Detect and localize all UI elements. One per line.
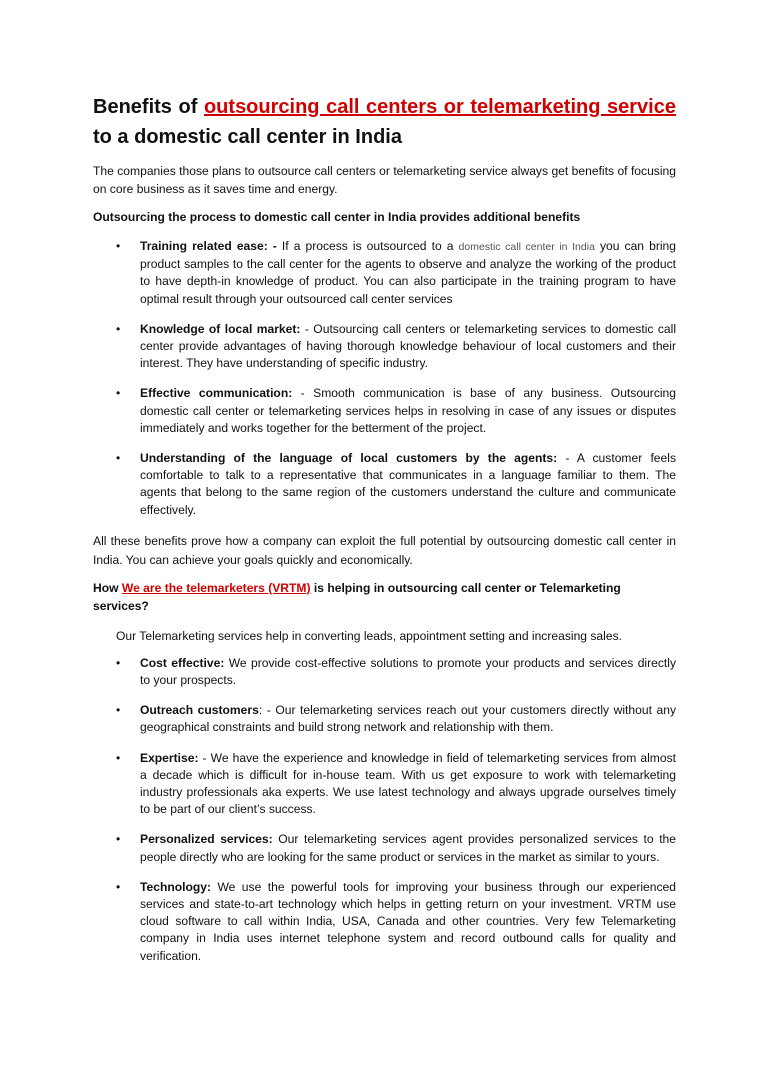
title-part2: to a domestic call center in India [93, 126, 402, 148]
benefit-text: - Outsourcing call centers or telemarketing services to domestic call center provide advantages of having thorough knowledge behaviour of local customers and their interest. They have understanding of specific industry. [140, 321, 677, 371]
service-text: We use the powerful tools for improving your business through our experienced services and state-to-art technology which helps in getting return on your investment. VRTM use cloud software to call within India, USA, Canada and other countries. Very few Telemarketing company in India uses internet telephone system and record outbound calls for quality and verification. [140, 879, 676, 963]
bullet-icon: • [116, 703, 121, 718]
benefit-label: Training related ease: - [140, 239, 277, 253]
bullet-icon: • [116, 239, 121, 253]
list-item [93, 385, 676, 437]
service-label: Cost effective: [140, 655, 225, 670]
list-item [93, 750, 676, 819]
bullet-icon: • [116, 750, 121, 765]
service-label: Personalized services: [140, 832, 273, 847]
benefit-text: - A customer feels comfortable to talk to a representative that communicates in a language familiar to them. The agents that belong to the same region of the customers understand the culture and communicate effectively. [140, 451, 676, 517]
list-item [93, 702, 676, 736]
section2-heading-before: How [93, 580, 122, 595]
summary-paragraph: All these benefits prove how a company can exploit the full potential by outsourcing domestic call center in India. You can achieve your goals quickly and economically. [93, 533, 676, 567]
benefit-label: Effective communication: [140, 386, 293, 401]
section1-heading: Outsourcing the process to domestic call center in India provides additional benefits [93, 210, 581, 224]
service-label: Technology: [140, 879, 211, 894]
section2-intro: Our Telemarketing services help in converting leads, appointment setting and increasing sales. [116, 628, 622, 643]
intro-paragraph: The companies those plans to outsource call centers or telemarketing service always get benefits of focusing on core business as it saves time and energy. [93, 164, 676, 196]
bullet-icon: • [116, 321, 121, 336]
title-link[interactable]: outsourcing call centers or telemarketing service [203, 96, 676, 118]
section2-heading [93, 579, 676, 615]
list-item [93, 450, 676, 519]
bullet-icon: • [116, 451, 121, 466]
service-text: : - Our telemarketing services reach out your customers directly without any geographical constraints and build strong network and relationship with them. [140, 703, 676, 735]
service-text: Our telemarketing services agent provides personalized services to the people directly who are looking for the same product or services in the market as similar to yours. [140, 832, 677, 864]
vrtm-link[interactable]: We are the telemarketers (VRTM) [121, 580, 311, 595]
benefit-text: you can bring product samples to the call center for the agents to observe and analyze the working of the product to have depth-in knowledge of product. You can also participate in the training program to have optimal result through your outsourced call center services [140, 239, 676, 306]
list-item [93, 831, 676, 865]
list-item [93, 321, 676, 373]
service-label: Expertise: [140, 750, 199, 765]
bullet-icon: • [116, 879, 121, 894]
list-item [93, 238, 676, 308]
page-title [93, 92, 676, 152]
section2-heading-after: is helping in outsourcing call center or Telemarketing services? [93, 580, 621, 613]
benefit-label: Understanding of the language of local customers by the agents: [140, 451, 558, 466]
service-text: We provide cost-effective solutions to promote your products and services directly to your prospects. [140, 655, 676, 688]
bullet-icon: • [116, 655, 121, 670]
benefit-text: - Smooth communication is base of any business. Outsourcing domestic call center or telemarketing services helps in resolving in case of any issues or disputes immediately and works together for the betterment of the project. [140, 386, 676, 435]
bullet-icon: • [116, 386, 121, 401]
benefit-text: If a process is outsourced to a [276, 239, 459, 253]
bullet-icon: • [116, 832, 121, 847]
benefit-label: Knowledge of local market: [140, 321, 301, 336]
list-item [93, 655, 676, 689]
services-list [93, 655, 676, 965]
service-text: - We have the experience and knowledge in field of telemarketing services from almost a decade which is difficult for in-house team. With us get exposure to work with telemarketing industry professionals aka experts. We use latest technology and always upgrade ourselves timely to be part of our client’s success. [140, 750, 676, 817]
domestic-call-center-link[interactable]: domestic call center in India [458, 241, 595, 253]
list-item [93, 879, 676, 965]
benefits-list [93, 238, 676, 519]
title-part1: Benefits of [93, 96, 204, 118]
service-label: Outreach customers [140, 703, 259, 718]
